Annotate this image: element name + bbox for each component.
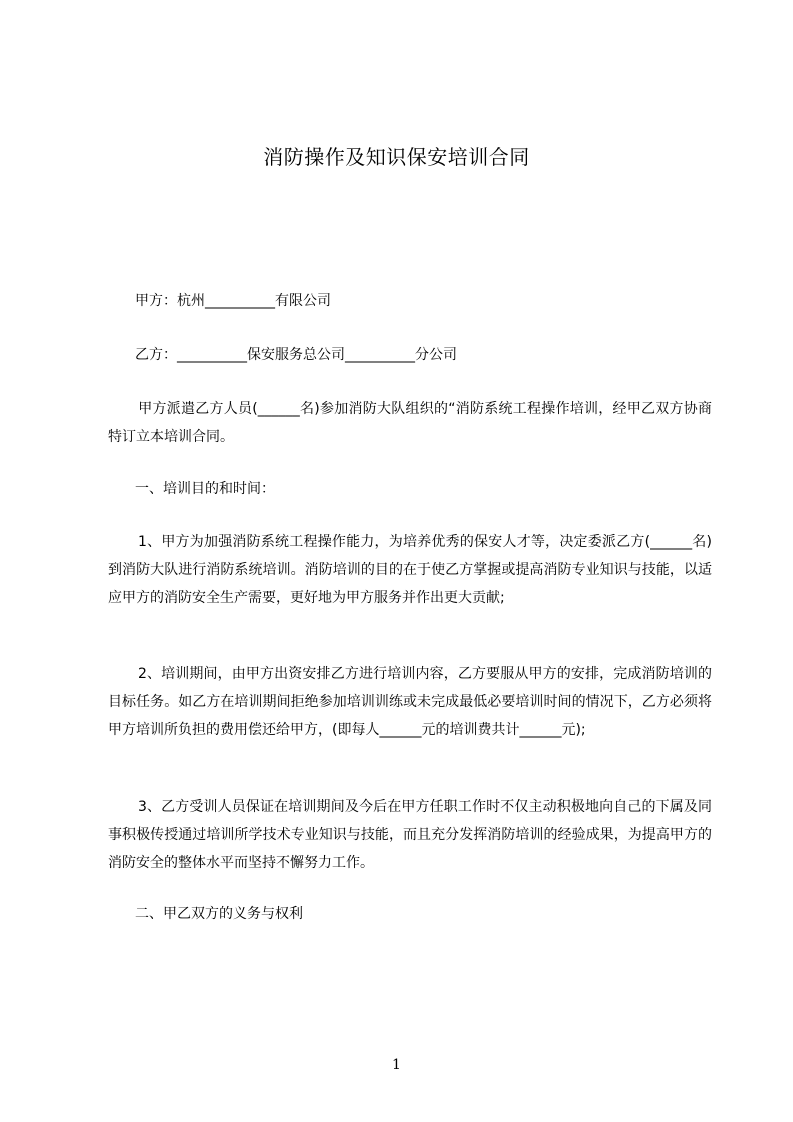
clause-2-text: 2、培训期间，由甲方出资安排乙方进行培训内容，乙方要服从甲方的安排，完成消防培训的目标任务。如乙方在培训期间拒绝参加培训训练或未完成最低必要培训时间的情况下，乙方必须将甲方培训所负担的费用偿还给甲方，(即每人______元的培训费共计______元); [108, 666, 712, 738]
intro-paragraph [108, 395, 712, 451]
party-b-line: 乙方：__________保安服务总公司__________分公司 [135, 347, 457, 363]
document-title: 消防操作及知识保安培训合同 [263, 145, 530, 169]
clause-1-text: 1、甲方为加强消防系统工程操作能力，为培养优秀的保安人才等，决定委派乙方(______名)到消防大队进行消防系统培训。消防培训的目的在于使乙方掌握或提高消防专业知识与技能，以适应甲方的消防安全生产需要，更好地为甲方服务并作出更大贡献; [108, 534, 712, 606]
intro-text: 甲方派遣乙方人员(______名)参加消防大队组织的“消防系统工程操作培训，经甲乙双方协商特订立本培训合同。 [108, 401, 712, 445]
clause-3-paragraph [108, 793, 712, 877]
party-a-line: 甲方：杭州__________有限公司 [135, 293, 331, 309]
section-1-heading: 一、培训目的和时间： [135, 481, 275, 497]
clause-3-text: 3、乙方受训人员保证在培训期间及今后在甲方任职工作时不仅主动积极地向自己的下属及同事积极传授通过培训所学技术专业知识与技能，而且充分发挥消防培训的经验成果，为提高甲方的消防安全的整体水平而坚持不懈努力工作。 [108, 799, 712, 871]
clause-1-paragraph [108, 528, 712, 612]
clause-2-paragraph [108, 660, 712, 744]
page-number: 1 [392, 1057, 401, 1073]
section-2-heading: 二、甲乙双方的义务与权利 [135, 906, 303, 922]
